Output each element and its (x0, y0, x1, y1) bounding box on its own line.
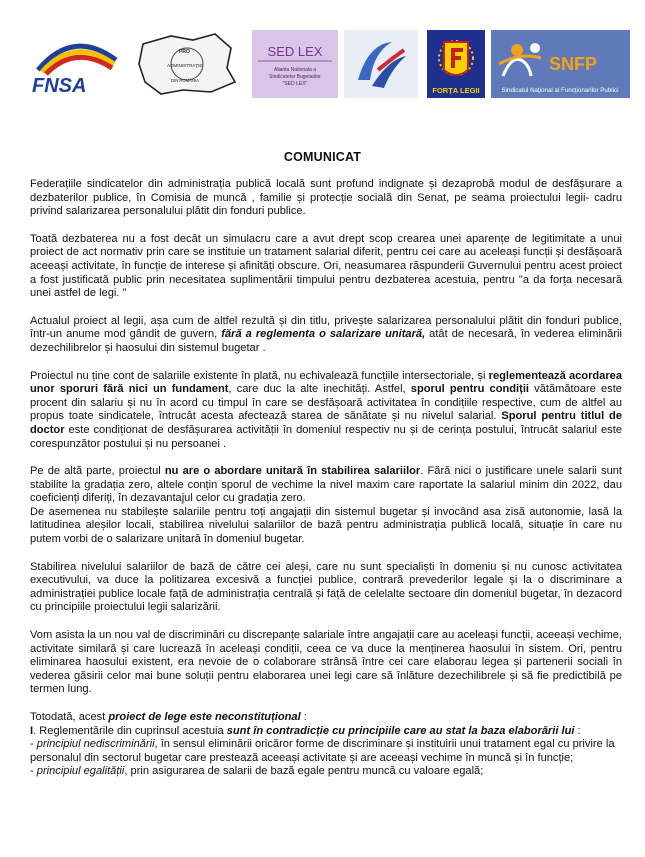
list-item-3: - principiul egalității, prin asigurarea de salarii de bază egale pentru muncă cu valoare egală; (30, 765, 484, 778)
pro-administratie-logo (131, 30, 243, 98)
fnsa-logo (28, 30, 123, 98)
forta-legii-shield-icon (427, 30, 485, 98)
sed-lex-sub1: Alianta Nationala a (274, 67, 316, 73)
sed-lex-logo (252, 30, 338, 98)
swoosh-logo (344, 30, 418, 98)
paragraph-6: De asemenea nu stabilește salariile pentru toți angajații din sistemul bugetar și invocând asa zisă autonomie, lasă la latitudinea aleșilor locali, stabilirea nivelului salariilor de bază pentru administrația publică locală, situație în care nu putem vorbi de o salarizare unitară în domeniul bugetar. (30, 505, 622, 546)
paragraph-5: Pe de altă parte, proiectul nu are o abordare unitară în stabilirea salariilor. Fără nici o justificare unele salarii sunt stabilite la gradația zero, altele conțin sporul de vechime la nivel maxim care raportate la salariul minim din 2022, dau coeficienți diferiți, în dezavantajul celor cu gradația zero. (30, 465, 623, 505)
paragraph-2: Toată dezbaterea nu a fost decât un simulacru care a avut drept scop crearea unei aparențe de legitimitate a unui proiect de act normativ prin care se instituie un tratament salarial diferit, pentru cei care au aceleași funcții și desfășoară aceeași activitate, în funcție de interese și afinități obscure. Ori, neasumarea răspunderii Guvernului pentru acest proiect a fost justificată public prin necesitatea suplimentării timpului pentru dezbaterea acestuia, pentru "a da forța necesară unei astfel de legi. " (30, 232, 622, 300)
paragraph-8: Vom asista la un nou val de discriminări cu discrepanțe salariale între angajații care au aceleași funcții, aceeași vechime, activitate similară și care lucrează în aceleași condiții, ceea ce va duce la menținerea haosului în sistem. Ori, pentru eliminarea haosului existent, era nevoie de o colaborare strânsă între cei care elaborau legea și partenerii sociali în vederea găsirii celor mai bune soluții pentru elaborarea unei legi care să înlăture dezechilibrele și să fie predictibilă pe termen lung. (30, 629, 622, 696)
administratie-text: ADMINISTRAŢIE (167, 63, 203, 68)
snfp-sub: Sindicatul Naţional al Funcţionarilor Publici (501, 87, 619, 94)
logo-banner (28, 30, 628, 104)
sed-lex-text: SED LEX (267, 44, 323, 59)
page-title: COMUNICAT (283, 150, 362, 164)
paragraph-9: Totodată, acest proiect de lege este neconstituțional : (30, 711, 307, 723)
forta-legii-logo (427, 30, 485, 98)
pro-text: PRO (179, 49, 190, 55)
list-item-2: - principiul nediscriminării, în sensul eliminării oricăror forme de discriminare și instituirii unui tratament egal cu privire la personalul din sectorul bugetar care prestează aceeași activitate și are aceeași vechime în muncă și în funcție; (30, 738, 615, 764)
paragraph-7: Stabilirea nivelului salariilor de bază de către cei aleși, care nu sunt specialiști în domeniu și nu cunosc activitatea executivului, va duce la politizarea excesivă a funcției publice, contrară prevederilor legale și la o discriminare a administrației publice locale față de administrația centrală și față de celelalte sectoare din domeniul bugetar, în dezacord cu principiile proiectului legii salarizării. (30, 560, 622, 614)
list-item-1: I. Reglementările din cuprinsul acestuia sunt în contradicție cu principiile care au stat la baza elaborării lui : (30, 724, 581, 737)
snfp-logo (491, 30, 630, 98)
paragraph-4: Proiectul nu ține cont de salariile existente în plată, nu echivalează funcțiile intersectoriale, și reglementează acordarea unor sporuri fără nici un fundament, care duc la alte inechități. Astfel, sporul pentru condiții vătămătoare este procent din salariu și nu în acord cu timpul în care se desfășoară activitatea în condițiile respective, cum de altfel au propus toate sindicatele, întrucât acesta afectează starea de sănătate și nu nivelul salarial. Sporul pentru titlul de doctor este condiționat de desfășurarea activității în domeniul respectiv nu și de cerința postului, întrucât salariul este corespunzător postului și nu persoanei . (30, 369, 622, 450)
sed-lex-sub2: Sindicatelor Bugetarilor (269, 74, 321, 80)
sed-lex-badge (252, 30, 338, 98)
sed-lex-sub3: "SED LEX" (282, 81, 308, 87)
din-romania-text: DIN ROMÂNIA (171, 78, 199, 83)
romania-map-icon (131, 30, 243, 98)
document-body (30, 178, 622, 779)
paragraph-3: Actualul proiect al legii, așa cum de altfel rezultă și din titlu, privește salarizarea personalului plătit din fonduri publice, într-un anume mod gândit de guvern, fără a reglementa o salarizare unitară, atât de necesară, în vederea eliminării dezechilibrelor și haosului din sistemul bugetar . (30, 314, 622, 354)
forta-legii-text: FORȚA LEGII (432, 86, 480, 95)
fnsa-text: FNSA (32, 75, 87, 97)
paragraph-1: Federațiile sindicatelor din administrația publică locală sunt profund indignate și dezaprobă modul de desfășurare a dezbaterilor publice, în Comisia de muncă , familie și protecție socială din Senat, pe seama proiectului legii- cadru privind salarizarea personalului plătit din fonduri publice. (30, 178, 622, 218)
fnsa-arcs-icon (28, 30, 123, 98)
swoosh-icon (344, 30, 418, 98)
snfp-text: SNFP (549, 54, 598, 74)
snfp-badge (491, 30, 630, 98)
